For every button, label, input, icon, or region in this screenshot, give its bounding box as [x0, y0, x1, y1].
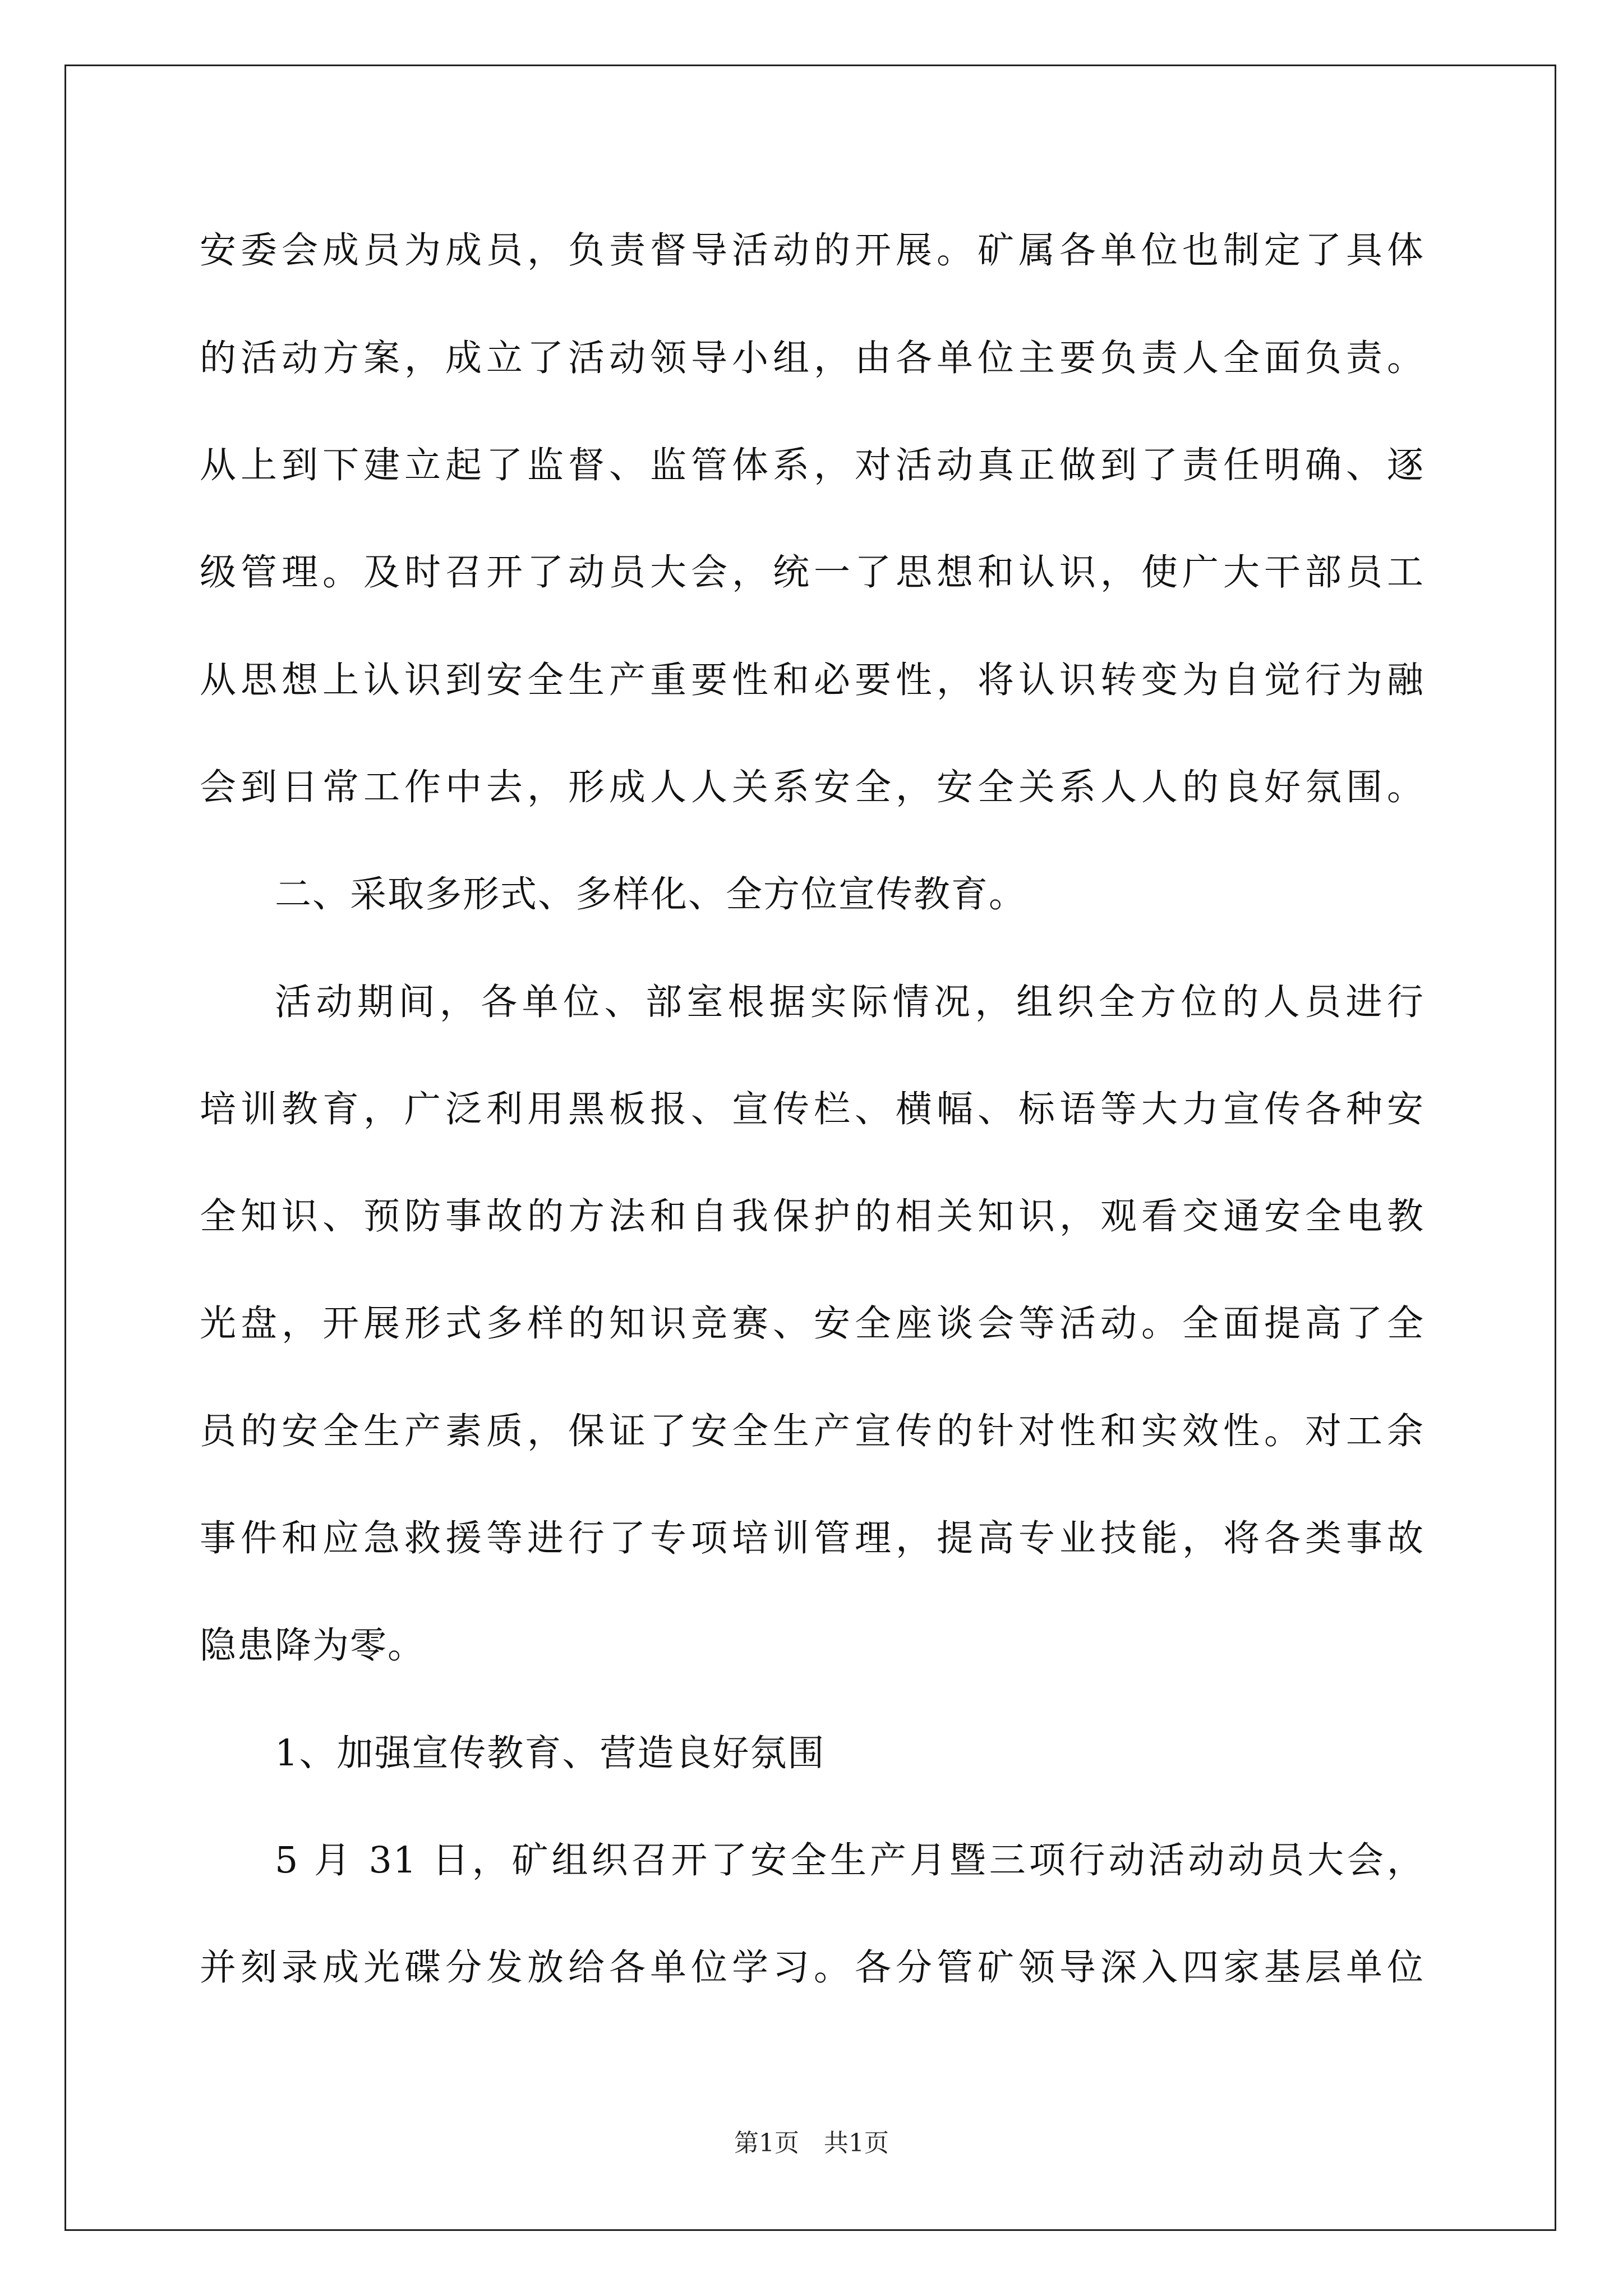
page-number: 第1页	[734, 2129, 799, 2157]
paragraph-line: 员的安全生产素质，保证了安全生产宣传的针对性和实效性。对工余	[200, 1410, 1424, 1452]
paragraph-line: 隐患降为零。	[200, 1625, 426, 1667]
paragraph-line: 全知识、预防事故的方法和自我保护的相关知识，观看交通安全电教	[200, 1195, 1424, 1237]
paragraph-line: 活动期间，各单位、部室根据实际情况，组织全方位的人员进行	[275, 981, 1424, 1023]
paragraph-line: 5 月 31 日，矿组织召开了安全生产月暨三项行动活动动员大会，	[275, 1839, 1424, 1881]
paragraph-line: 级管理。及时召开了动员大会，统一了思想和认识，使广大干部员工	[200, 551, 1424, 593]
paragraph-line: 的活动方案，成立了活动领导小组，由各单位主要负责人全面负责。	[200, 337, 1424, 379]
paragraph-line: 会到日常工作中去，形成人人关系安全，安全关系人人的良好氛围。	[200, 766, 1424, 808]
paragraph-line: 从上到下建立起了监督、监管体系，对活动真正做到了责任明确、逐	[200, 444, 1424, 486]
paragraph-line: 光盘，开展形式多样的知识竞赛、安全座谈会等活动。全面提高了全	[200, 1303, 1424, 1345]
subsection-heading: 1、加强宣传教育、营造良好氛围	[275, 1732, 826, 1774]
paragraph-line: 并刻录成光碟分发放给各单位学习。各分管矿领导深入四家基层单位	[200, 1947, 1424, 1989]
page-border	[64, 65, 1556, 2231]
paragraph-line: 事件和应急救援等进行了专项培训管理，提高专业技能，将各类事故	[200, 1517, 1424, 1559]
page-footer	[0, 2131, 1623, 2156]
section-heading: 二、采取多形式、多样化、全方位宣传教育。	[275, 873, 1027, 915]
paragraph-line: 从思想上认识到安全生产重要性和必要性，将认识转变为自觉行为融	[200, 659, 1424, 701]
paragraph-line: 培训教育，广泛利用黑板报、宣传栏、横幅、标语等大力宣传各种安	[200, 1088, 1424, 1130]
page-total: 共1页	[824, 2129, 889, 2157]
paragraph-line: 安委会成员为成员，负责督导活动的开展。矿属各单位也制定了具体	[200, 229, 1424, 272]
